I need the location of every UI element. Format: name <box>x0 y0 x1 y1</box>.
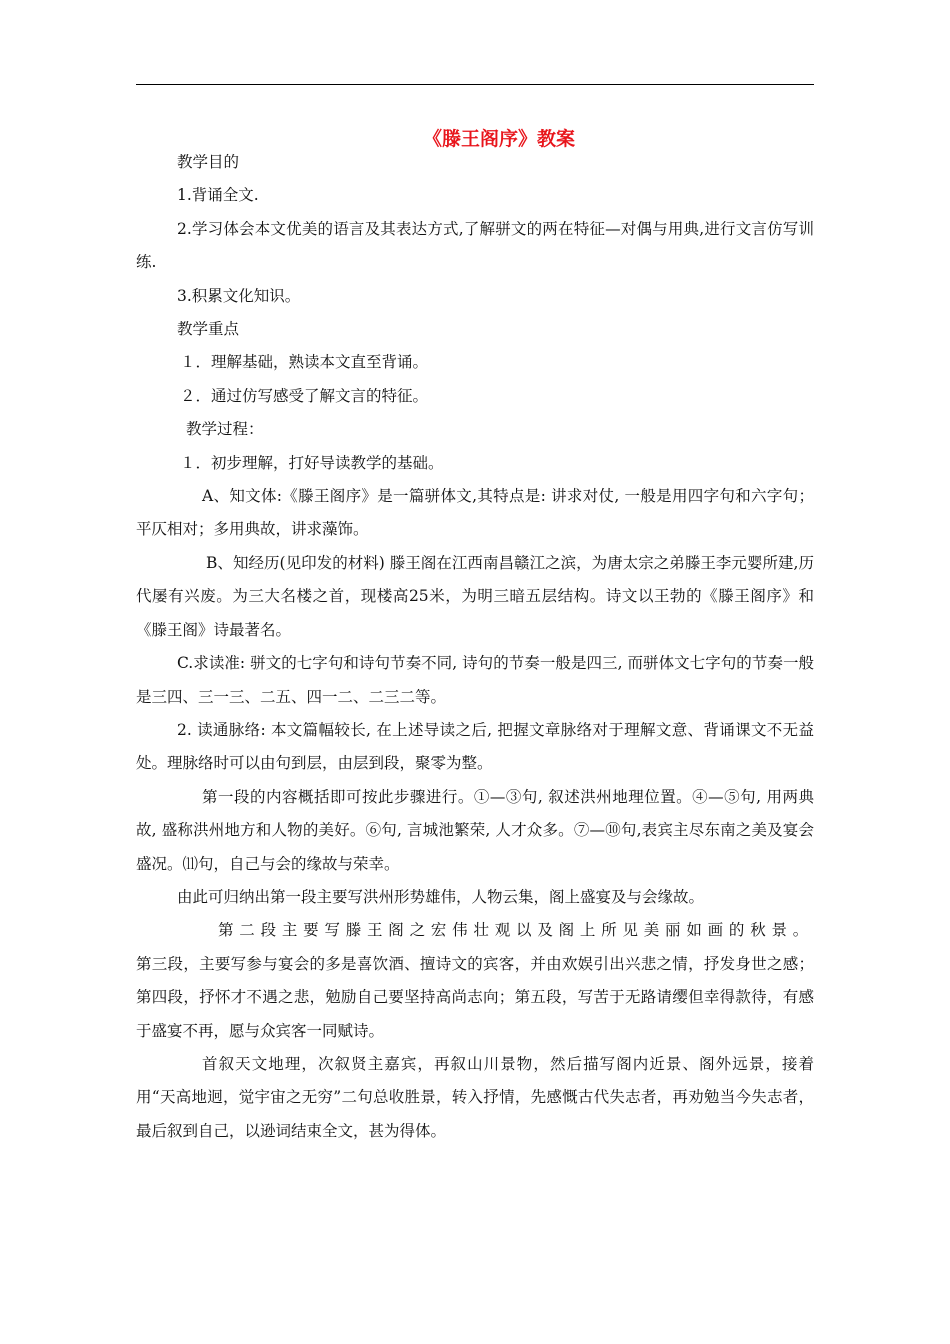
header-rule <box>136 84 814 85</box>
paragraph-step-1-b: B、知经历(见印发的材料) 滕王阁在江西南昌赣江之滨，为唐太宗之弟滕王李元婴所建,历代屡有兴废。为三大名楼之首，现楼高25米，为明三暗五层结构。诗文以王勃的《滕王阁序》和《滕王阁》诗最著名。 <box>136 553 814 639</box>
paragraph-structure-summary: 首叙天文地理，次叙贤主嘉宾，再叙山川景物，然后描写阁内近景、阁外远景，接着用“天高地迥，觉宇宙之无穷”二句总收胜景，转入抒情，先感慨古代失志者，再劝勉当今失志者，最后叙到自己，以逊词结束全文，甚为得体。 <box>136 1054 814 1140</box>
paragraph-process-heading: 教学过程： <box>186 420 264 439</box>
document-body <box>136 146 814 1148</box>
paragraph-step-1: １．初步理解，打好导读教学的基础。 <box>180 453 444 472</box>
paragraph-goal-2: 2.学习体会本文优美的语言及其表达方式,了解骈文的两在特征—对偶与用典,进行文言仿写训练. <box>136 219 814 272</box>
paragraph-section-1-conclusion: 由此可归纳出第一段主要写洪州形势雄伟，人物云集，阁上盛宴及与会缘故。 <box>177 887 705 906</box>
paragraph-step-2: 2. 读通脉络: 本文篇幅较长, 在上述导读之后, 把握文章脉络对于理解文意、背诵课文不无益处。理脉络时可以由句到层，由层到段，聚零为整。 <box>136 720 814 773</box>
paragraph-section-1-summary: 第一段的内容概括即可按此步骤进行。①—③句, 叙述洪州地理位置。④—⑤句, 用两典故, 盛称洪州地方和人物的美好。⑥句, 言城池繁荣, 人才众多。⑦—⑩句,表宾主尽东南之美及宴会盛况。⑾句，自己与会的缘故与荣幸。 <box>136 787 814 873</box>
paragraph-key-points-heading: 教学重点 <box>177 320 240 339</box>
paragraph-step-1-c: C.求读准: 骈文的七字句和诗句节奏不同, 诗句的节奏一般是四三, 而骈体文七字句的节奏一般是三四、三一三、二五、四一二、二三二等。 <box>136 654 814 706</box>
paragraph-key-point-2: ２．通过仿写感受了解文言的特征。 <box>180 386 429 405</box>
paragraph-key-point-1: １．理解基础，熟读本文直至背诵。 <box>180 353 429 372</box>
paragraph-step-1-a: A、知文体:《滕王阁序》是一篇骈体文,其特点是: 讲求对仗, 一般是用四字句和六字句；平仄相对；多用典故，讲求藻饰。 <box>136 487 814 539</box>
paragraph-goal-1: 1.背诵全文. <box>177 186 259 205</box>
paragraph-section-2: 第二段主要写滕王阁之宏伟壮观以及阁上所见美丽如画的秋景。 <box>218 921 814 940</box>
paragraph-teaching-goals-heading: 教学目的 <box>177 153 240 171</box>
paragraph-sections-3-5: 第三段，主要写参与宴会的多是喜饮酒、擅诗文的宾客，并由欢娱引出兴悲之情，抒发身世之感；第四段，抒怀才不遇之悲，勉励自己要坚持高尚志向；第五段，写苦于无路请缨但幸得款待，有感于盛宴不再，愿与众宾客一同赋诗。 <box>136 954 814 1040</box>
paragraph-goal-3: 3.积累文化知识。 <box>177 286 301 305</box>
document-title: 《滕王阁序》教案 <box>422 128 575 150</box>
